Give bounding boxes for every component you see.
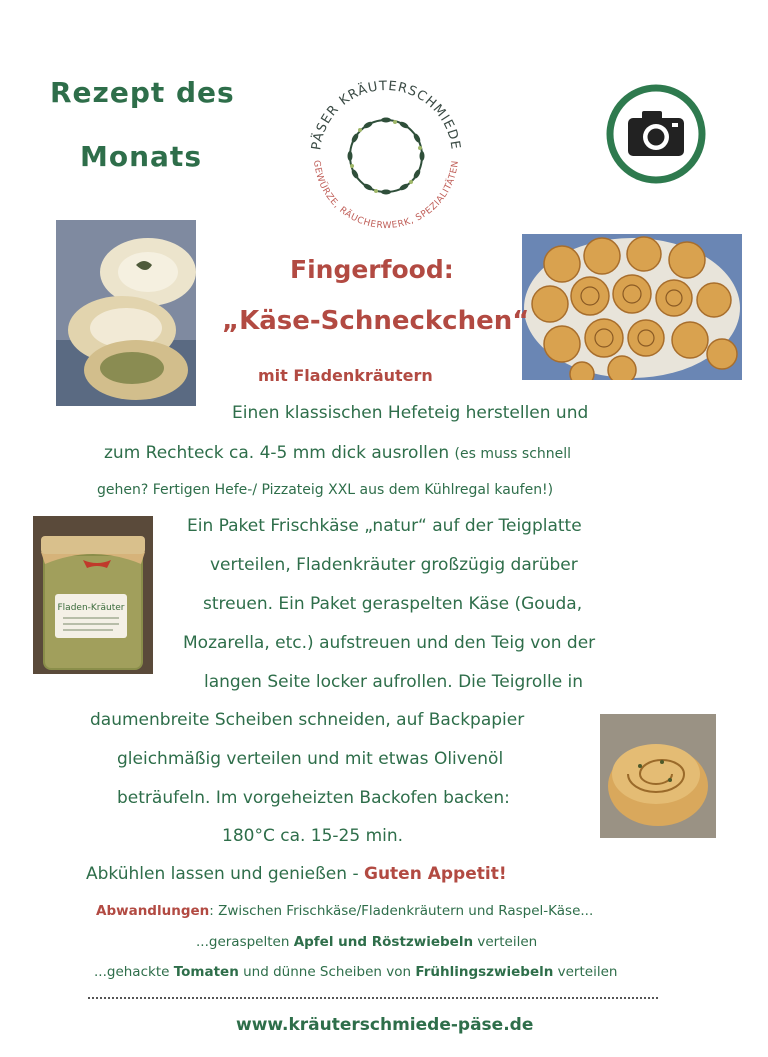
photo-spice-jar bbox=[33, 516, 153, 674]
step1-line2 bbox=[104, 443, 571, 463]
variations-line3-post: verteilen bbox=[557, 964, 618, 980]
step1-line2-text: zum Rechteck ca. 4-5 mm dick ausrollen bbox=[104, 443, 450, 463]
step3-line3: beträufeln. Im vorgeheizten Backofen backen: bbox=[117, 788, 510, 808]
variations-line1 bbox=[96, 903, 593, 919]
variations-line3-mid: und dünne Scheiben von bbox=[243, 964, 412, 980]
variations-line3 bbox=[94, 964, 617, 980]
variations-line2 bbox=[196, 934, 537, 950]
step3-line4: 180°C ca. 15-25 min. bbox=[222, 826, 404, 846]
step3-line1: daumenbreite Scheiben schneiden, auf Backpapier bbox=[90, 710, 525, 730]
step1-line1: Einen klassischen Hefeteig herstellen und bbox=[232, 403, 589, 423]
photo-cheese-rolls-plate bbox=[522, 234, 742, 380]
logo-tagline-text: GEWÜRZE, RÄUCHERWERK, SPEZIALITÄTEN bbox=[311, 159, 461, 232]
brand-logo bbox=[300, 70, 472, 242]
variations-line2-bold: Apfel und Röstzwiebeln bbox=[293, 934, 474, 950]
closing-text: Abkühlen lassen und genießen - bbox=[86, 864, 359, 884]
footer-website-link[interactable]: www.kräuterschmiede-päse.de bbox=[236, 1015, 534, 1035]
camera-icon[interactable] bbox=[606, 84, 706, 184]
variations-line3-pre: ...gehackte bbox=[94, 964, 170, 980]
svg-text:GEWÜRZE, RÄUCHERWERK, SPEZIALI bbox=[311, 160, 461, 231]
step1-note-b: gehen? Fertigen Hefe-/ Pizzateig XXL aus dem Kühlregal kaufen!) bbox=[97, 482, 554, 498]
page-title-line2: Monats bbox=[80, 140, 202, 173]
step2-line2: verteilen, Fladenkräuter großzügig darüber bbox=[210, 555, 578, 575]
jar-label: Fladen-Kräuter bbox=[57, 603, 125, 613]
recipe-category: Fingerfood: bbox=[290, 255, 454, 284]
step2-line3: streuen. Ein Paket geraspelten Käse (Gouda, bbox=[203, 594, 583, 614]
step2-line4: Mozarella, etc.) aufstreuen und den Teig von der bbox=[183, 633, 596, 653]
page-title-line1: Rezept des bbox=[50, 76, 235, 109]
photo-rolled-dough bbox=[56, 220, 196, 406]
wreath-icon bbox=[348, 118, 425, 195]
step1-note-a: (es muss schnell bbox=[454, 446, 572, 462]
variations-line2-post: verteilen bbox=[477, 934, 538, 950]
footer-divider bbox=[88, 997, 658, 999]
variations-line2-pre: ...geraspelten bbox=[196, 934, 290, 950]
photo-single-roll bbox=[600, 714, 716, 838]
svg-text:PÄSER KRÄUTERSCHMIEDE bbox=[309, 79, 463, 151]
step2-line1: Ein Paket Frischkäse „natur“ auf der Teigplatte bbox=[187, 516, 582, 536]
step3-line2: gleichmäßig verteilen und mit etwas Olivenöl bbox=[117, 749, 504, 769]
variations-label: Abwandlungen bbox=[96, 903, 210, 919]
step2-line5: langen Seite locker aufrollen. Die Teigrolle in bbox=[204, 672, 584, 692]
variations-line3-bold1: Tomaten bbox=[173, 964, 239, 980]
closing-line bbox=[86, 864, 507, 884]
logo-brand-text: PÄSER KRÄUTERSCHMIEDE bbox=[309, 78, 463, 152]
variations-line3-bold2: Frühlingszwiebeln bbox=[415, 964, 554, 980]
recipe-name: „Käse-Schneckchen“ bbox=[222, 306, 530, 336]
recipe-subtitle: mit Fladenkräutern bbox=[258, 366, 433, 385]
closing-highlight: Guten Appetit! bbox=[363, 864, 507, 884]
variations-line1-text: : Zwischen Frischkäse/Fladenkräutern und Raspel-Käse... bbox=[209, 903, 594, 919]
